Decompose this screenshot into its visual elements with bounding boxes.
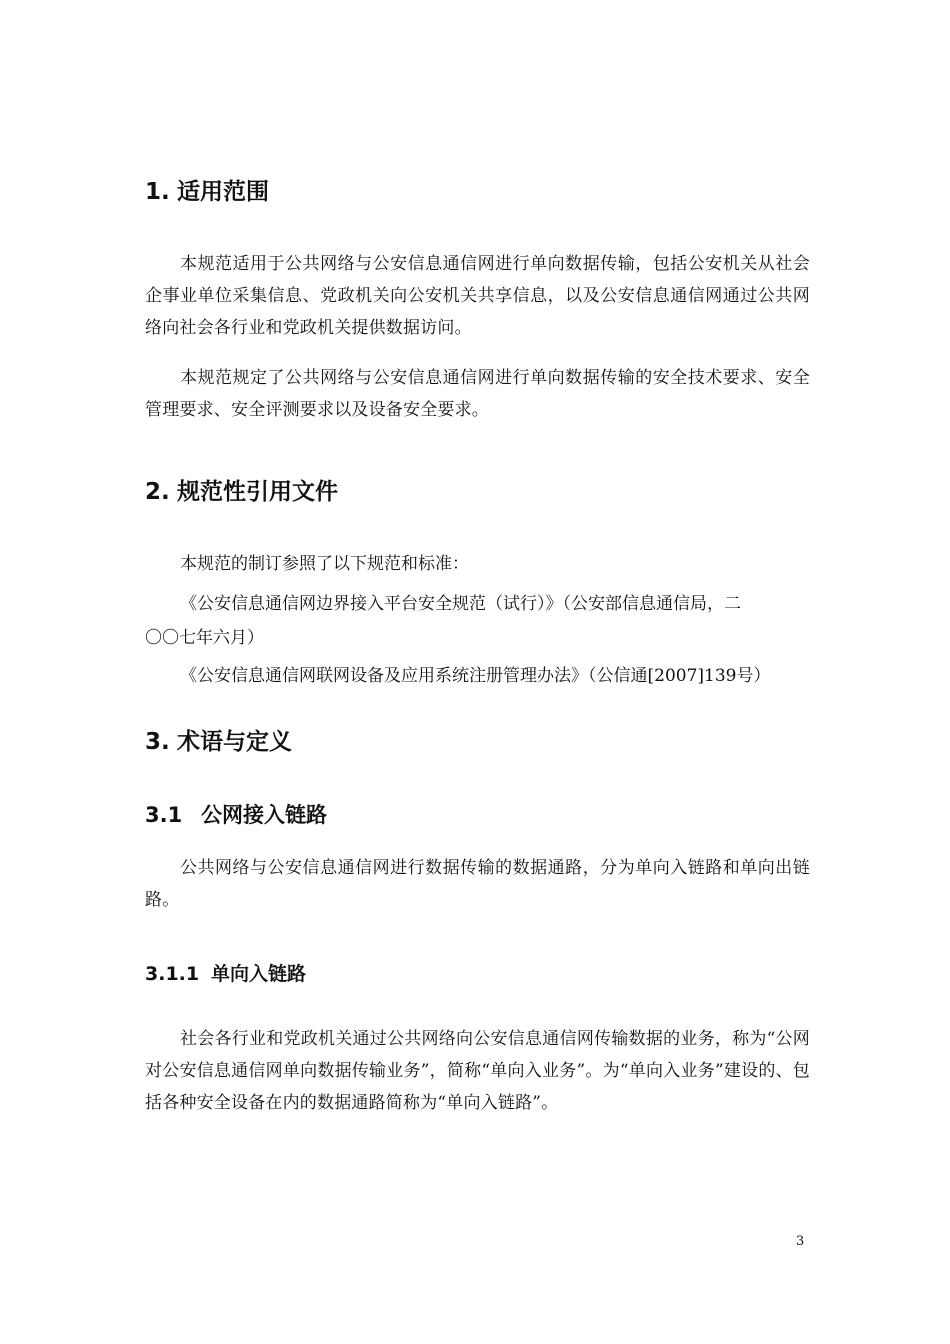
section-1-heading [145, 177, 269, 207]
reference-item-continued: 〇〇七年六月） [145, 628, 264, 648]
paragraph: 本规范规定了公共网络与公安信息通信网进行单向数据传输的安全技术要求、安全管理要求、安全评测要求以及设备安全要求。 [145, 368, 810, 420]
section-title: 规范性引用文件 [177, 479, 338, 505]
reference-item: 《公安信息通信网边界接入平台安全规范（试行）》（公安部信息通信局，二 [180, 594, 741, 614]
section-number: 2. [145, 479, 170, 505]
subsection-number: 3.1.1 [145, 963, 200, 985]
section-title: 术语与定义 [177, 729, 292, 755]
section-3-heading [145, 727, 292, 757]
paragraph: 社会各行业和党政机关通过公共网络向公安信息通信网传输数据的业务，称为“公网对公安信息通信网单向数据传输业务”，简称“单向入业务”。为“单向入业务”建设的、包括各种安全设备在内的数据通路简称为“单向入链路”。 [145, 1029, 810, 1113]
subsection-title: 单向入链路 [211, 963, 307, 985]
subsection-title: 公网接入链路 [201, 803, 327, 827]
subsection-number: 3.1 [145, 803, 183, 827]
section-number: 3. [145, 729, 170, 755]
paragraph: 本规范适用于公共网络与公安信息通信网进行单向数据传输，包括公安机关从社会企事业单位采集信息、党政机关向公安机关共享信息，以及公安信息通信网通过公共网络向社会各行业和党政机关提供数据访问。 [145, 254, 810, 338]
page-number: 3 [796, 1234, 805, 1249]
section-2-heading [145, 477, 338, 507]
paragraph: 本规范的制订参照了以下规范和标准： [180, 554, 469, 574]
section-title: 适用范围 [177, 179, 269, 205]
section-number: 1. [145, 179, 170, 205]
paragraph: 公共网络与公安信息通信网进行数据传输的数据通路，分为单向入链路和单向出链路。 [145, 858, 810, 910]
subsection-3-1-heading [145, 801, 327, 829]
subsection-3-1-1-heading [145, 961, 306, 987]
reference-item: 《公安信息通信网联网设备及应用系统注册管理办法》（公信通[2007]139号） [180, 666, 771, 686]
